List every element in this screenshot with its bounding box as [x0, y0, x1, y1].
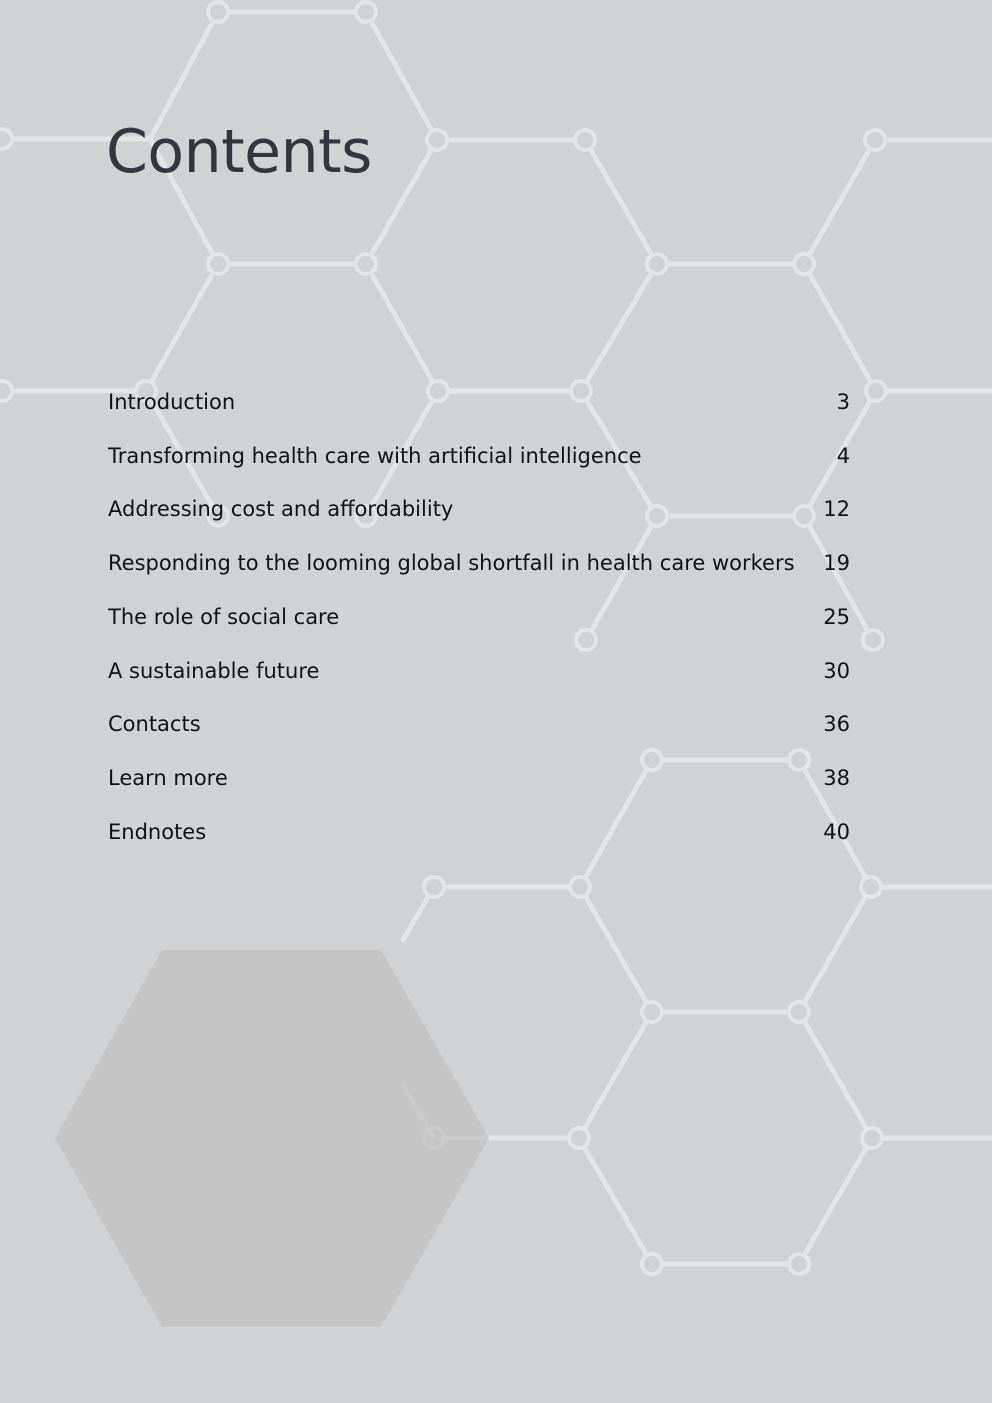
toc-entry-label: A sustainable future [108, 658, 320, 683]
toc-entry-workforce-shortfall[interactable] [108, 536, 850, 590]
page-title: Contents [106, 117, 372, 187]
toc-entry-social-care[interactable] [108, 590, 850, 644]
toc-entry-page-number: 40 [823, 819, 850, 844]
table-of-contents [108, 375, 850, 859]
toc-entry-endnotes[interactable] [108, 805, 850, 859]
toc-entry-label: Introduction [108, 389, 236, 414]
toc-entry-page-number: 38 [823, 766, 850, 791]
toc-entry-page-number: 36 [823, 712, 850, 737]
toc-entry-cost-affordability[interactable] [108, 483, 850, 537]
toc-entry-label: The role of social care [108, 604, 340, 629]
toc-entry-label: Contacts [108, 712, 201, 737]
toc-entry-label: Learn more [108, 766, 228, 791]
toc-entry-introduction[interactable] [108, 375, 850, 429]
toc-entry-label: Addressing cost and affordability [108, 497, 454, 522]
toc-entry-transforming-health-care[interactable] [108, 429, 850, 483]
toc-entry-label: Responding to the looming global shortfall in health care workers [108, 551, 795, 576]
toc-entry-page-number: 25 [823, 604, 850, 629]
toc-entry-sustainable-future[interactable] [108, 644, 850, 698]
toc-entry-label: Endnotes [108, 819, 207, 844]
toc-entry-page-number: 30 [823, 658, 850, 683]
toc-entry-page-number: 19 [823, 551, 850, 576]
toc-entry-contacts[interactable] [108, 698, 850, 752]
toc-entry-page-number: 4 [836, 443, 850, 468]
toc-entry-learn-more[interactable] [108, 751, 850, 805]
toc-entry-page-number: 3 [836, 389, 850, 414]
toc-entry-label: Transforming health care with artificial intelligence [108, 443, 642, 468]
toc-entry-page-number: 12 [823, 497, 850, 522]
